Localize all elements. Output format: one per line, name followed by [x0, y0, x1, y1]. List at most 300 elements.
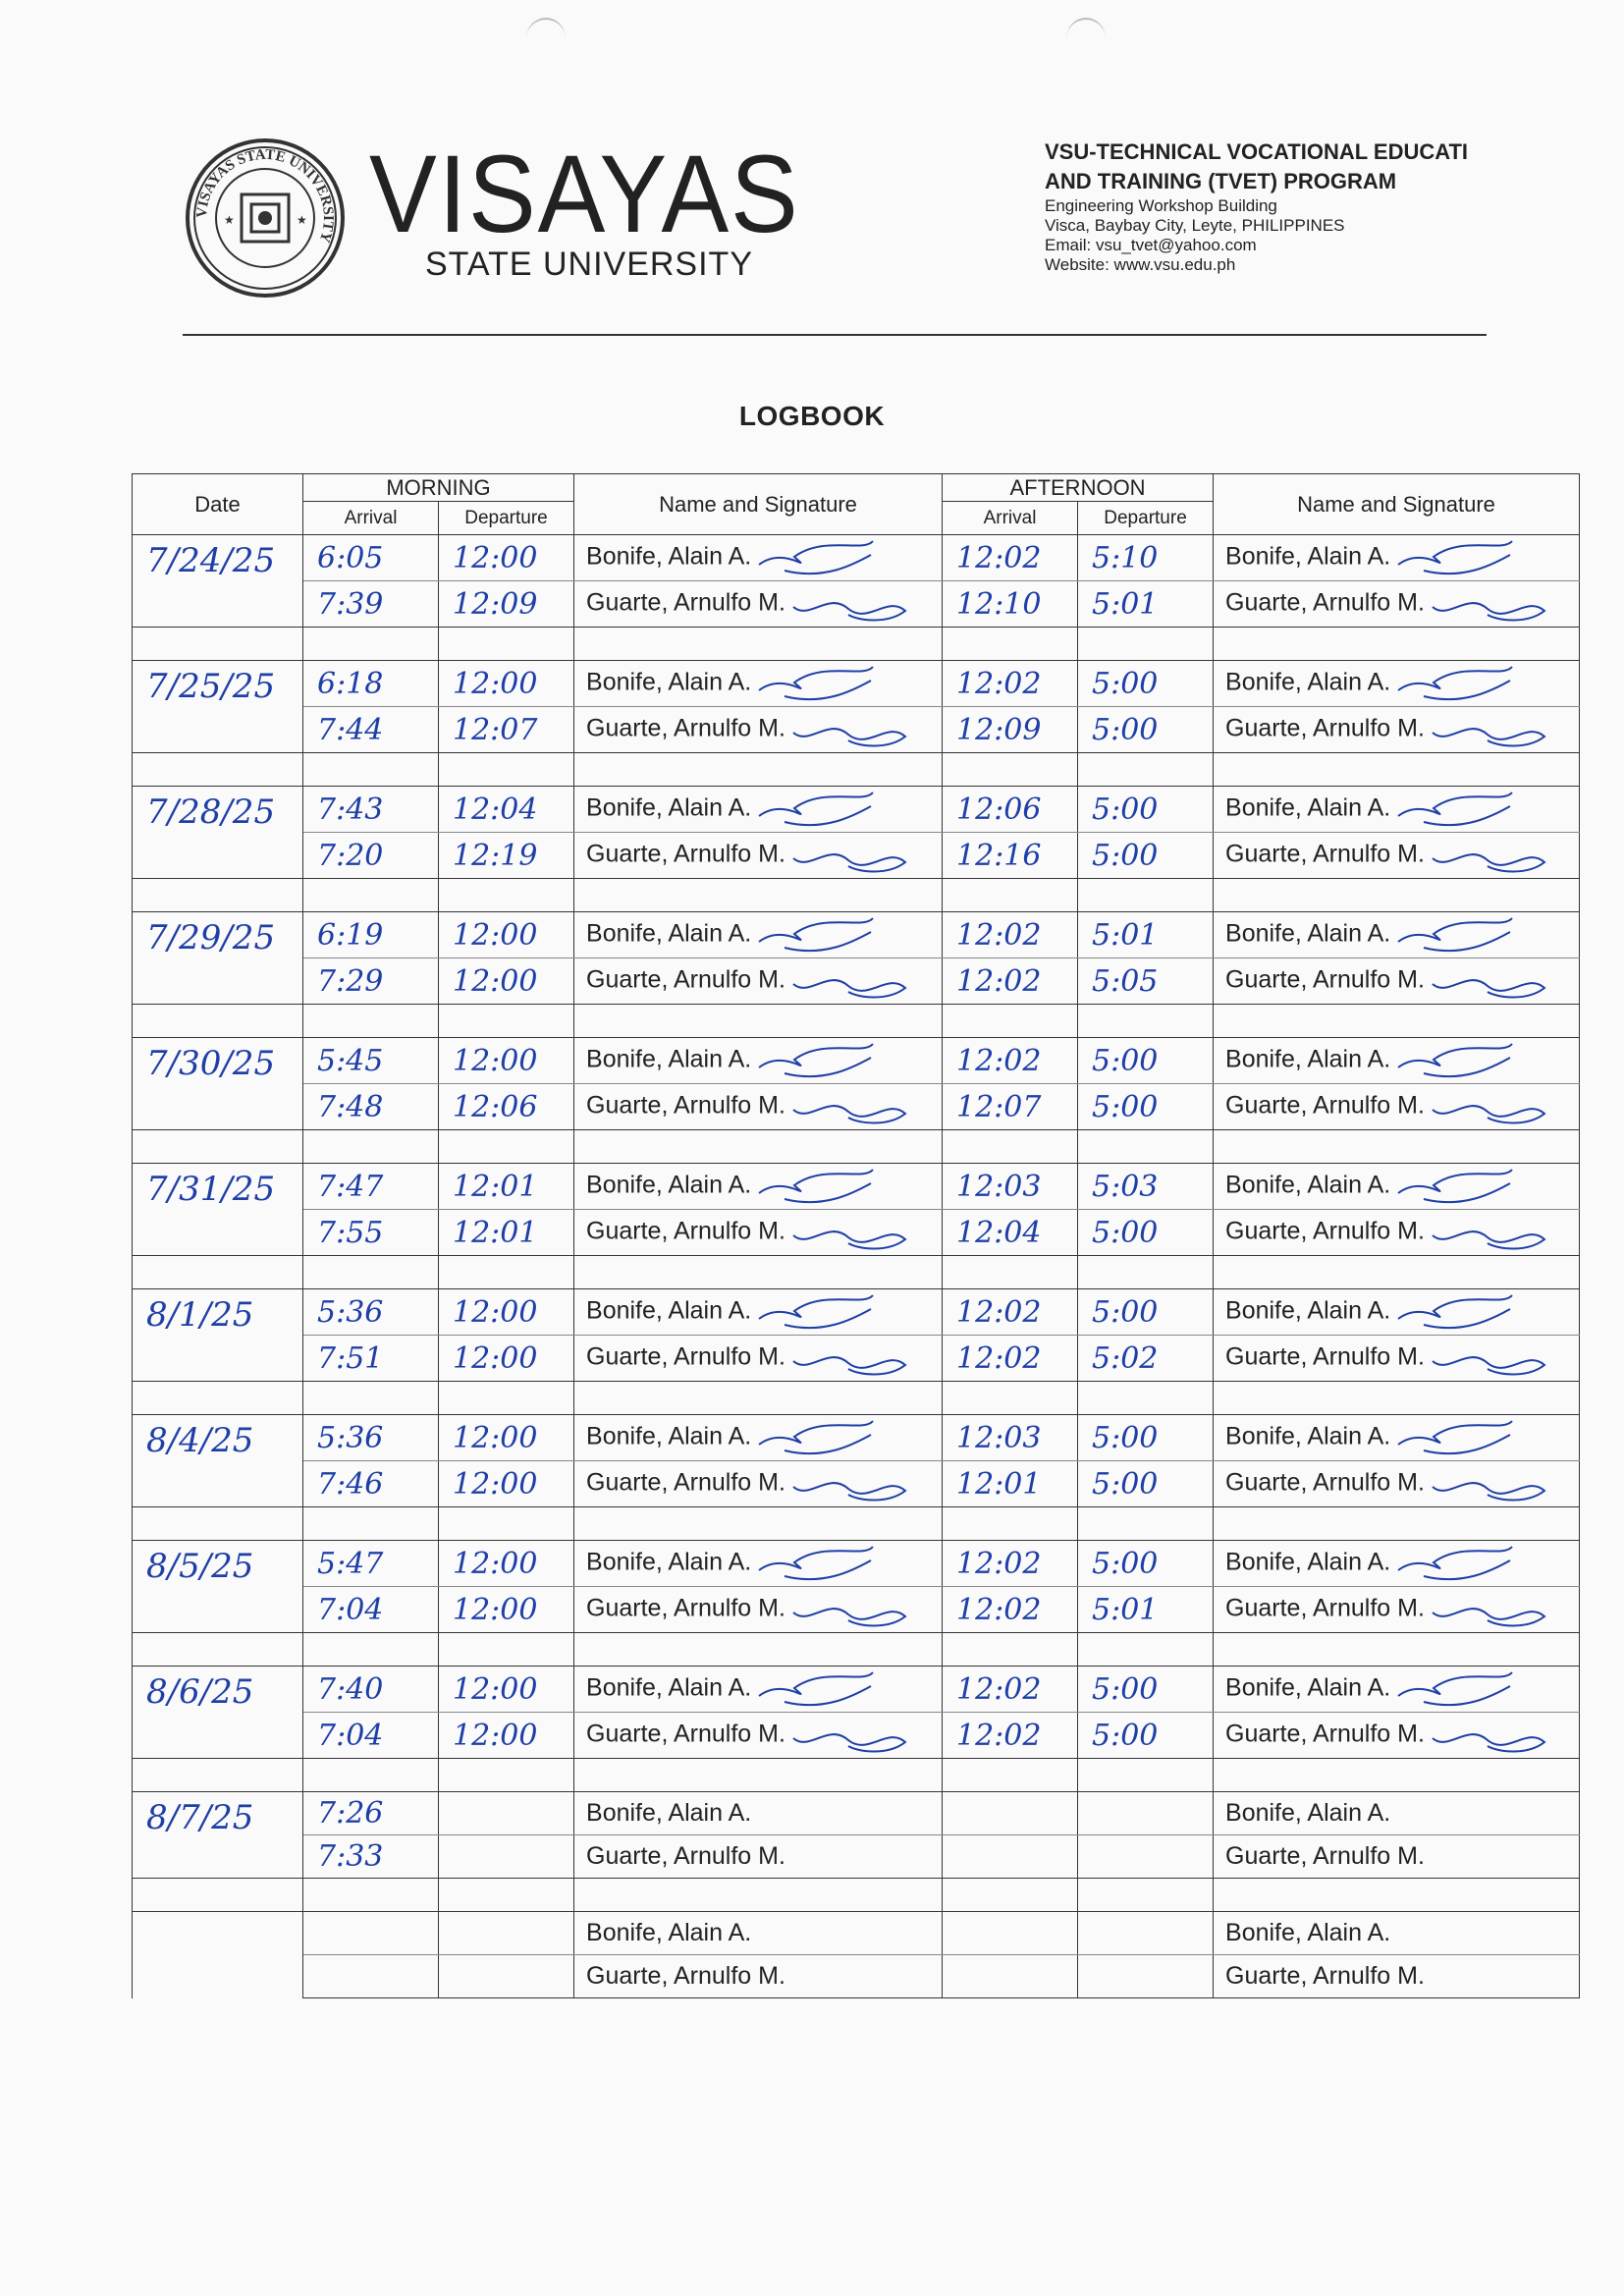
log-row — [133, 581, 1580, 628]
person-name: Guarte, Arnulfo M. — [586, 1962, 785, 1990]
pm-name-signature-cell[interactable] — [1214, 1084, 1580, 1130]
pm-departure-cell[interactable]: 5:00 — [1078, 1541, 1214, 1587]
signature-bonife-icon — [755, 787, 878, 832]
am-arrival-cell[interactable]: 5:36 — [303, 1289, 439, 1336]
seal-text: VISAYAS STATE UNIVERSITY — [193, 146, 337, 245]
am-arrival-cell[interactable]: 7:29 — [303, 958, 439, 1005]
log-date[interactable]: 7/31/25 — [133, 1164, 303, 1256]
am-departure-cell[interactable] — [439, 1912, 574, 1955]
header-pm-departure: Departure — [1078, 502, 1214, 535]
pm-departure-cell[interactable]: 5:01 — [1078, 581, 1214, 628]
signature-guarte-icon — [1429, 1587, 1551, 1632]
am-arrival-cell[interactable]: 5:36 — [303, 1415, 439, 1461]
signature-guarte-icon — [1429, 1713, 1551, 1758]
svg-text:★: ★ — [224, 213, 235, 227]
pm-arrival-cell[interactable]: 12:04 — [943, 1210, 1078, 1256]
am-arrival-cell[interactable]: 7:04 — [303, 1587, 439, 1633]
pm-name-signature-cell[interactable] — [1214, 707, 1580, 753]
am-departure-cell[interactable]: 12:00 — [439, 1289, 574, 1336]
am-name-signature-cell[interactable] — [574, 707, 943, 753]
pm-arrival-cell[interactable]: 12:06 — [943, 787, 1078, 833]
pm-arrival-cell[interactable] — [943, 1955, 1078, 1998]
am-departure-cell[interactable]: 12:00 — [439, 1667, 574, 1713]
pm-departure-cell[interactable] — [1078, 1835, 1214, 1879]
person-name: Bonife, Alain A. — [1225, 1422, 1391, 1450]
signature-bonife-icon — [1394, 912, 1517, 957]
person-name: Bonife, Alain A. — [586, 1045, 752, 1073]
pm-departure-cell[interactable] — [1078, 1912, 1214, 1955]
university-seal-icon — [185, 137, 347, 300]
person-name: Guarte, Arnulfo M. — [586, 1342, 785, 1371]
signature-guarte-icon — [789, 1336, 912, 1381]
person-name: Bonife, Alain A. — [586, 793, 752, 822]
spacer-row — [133, 1005, 1580, 1038]
header-am-arrival: Arrival — [303, 502, 439, 535]
log-row — [133, 1587, 1580, 1633]
log-date[interactable]: 7/28/25 — [133, 787, 303, 879]
person-name: Guarte, Arnulfo M. — [586, 1217, 785, 1245]
header-date: Date — [133, 474, 303, 535]
signature-bonife-icon — [755, 1667, 878, 1712]
punch-hole-mark — [1066, 18, 1106, 59]
person-name: Bonife, Alain A. — [1225, 1045, 1391, 1073]
pm-arrival-cell[interactable]: 12:02 — [943, 958, 1078, 1005]
am-departure-cell[interactable]: 12:09 — [439, 581, 574, 628]
person-name: Guarte, Arnulfo M. — [1225, 588, 1425, 617]
am-name-signature-cell[interactable] — [574, 1084, 943, 1130]
am-departure-cell[interactable]: 12:00 — [439, 1541, 574, 1587]
pm-name-signature-cell[interactable] — [1214, 1792, 1580, 1835]
person-name: Bonife, Alain A. — [1225, 1799, 1391, 1827]
pm-arrival-cell[interactable] — [943, 1792, 1078, 1835]
signature-guarte-icon — [1429, 1084, 1551, 1129]
log-date[interactable]: 8/6/25 — [133, 1667, 303, 1759]
signature-bonife-icon — [755, 1164, 878, 1209]
logbook-body — [133, 535, 1580, 1998]
pm-name-signature-cell[interactable] — [1214, 912, 1580, 958]
pm-arrival-cell[interactable]: 12:03 — [943, 1164, 1078, 1210]
pm-departure-cell[interactable]: 5:00 — [1078, 1667, 1214, 1713]
am-arrival-cell[interactable] — [303, 1912, 439, 1955]
am-departure-cell[interactable]: 12:01 — [439, 1164, 574, 1210]
signature-guarte-icon — [1429, 1210, 1551, 1255]
person-name: Guarte, Arnulfo M. — [1225, 1217, 1425, 1245]
header-divider — [183, 334, 1487, 336]
log-row — [133, 1713, 1580, 1759]
person-name: Guarte, Arnulfo M. — [586, 1594, 785, 1622]
person-name: Bonife, Alain A. — [1225, 542, 1391, 571]
signature-guarte-icon — [1429, 707, 1551, 752]
pm-arrival-cell[interactable]: 12:02 — [943, 535, 1078, 581]
am-departure-cell[interactable]: 12:00 — [439, 1336, 574, 1382]
person-name: Guarte, Arnulfo M. — [1225, 965, 1425, 994]
log-date[interactable]: 8/1/25 — [133, 1289, 303, 1382]
am-name-signature-cell[interactable] — [574, 1415, 943, 1461]
pm-arrival-cell[interactable] — [943, 1835, 1078, 1879]
pm-departure-cell[interactable]: 5:02 — [1078, 1336, 1214, 1382]
log-row — [133, 1835, 1580, 1879]
signature-bonife-icon — [755, 1415, 878, 1460]
am-arrival-cell[interactable]: 6:18 — [303, 661, 439, 707]
person-name: Bonife, Alain A. — [1225, 1919, 1391, 1946]
am-arrival-cell[interactable]: 7:55 — [303, 1210, 439, 1256]
pm-name-signature-cell[interactable] — [1214, 1587, 1580, 1633]
pm-departure-cell[interactable]: 5:01 — [1078, 1587, 1214, 1633]
person-name: Bonife, Alain A. — [586, 1919, 752, 1946]
log-row — [133, 912, 1580, 958]
am-name-signature-cell[interactable] — [574, 661, 943, 707]
pm-name-signature-cell[interactable] — [1214, 581, 1580, 628]
person-name: Bonife, Alain A. — [586, 1548, 752, 1576]
am-arrival-cell[interactable]: 5:45 — [303, 1038, 439, 1084]
am-departure-cell[interactable]: 12:04 — [439, 787, 574, 833]
log-row — [133, 1415, 1580, 1461]
log-row — [133, 1289, 1580, 1336]
pm-name-signature-cell[interactable] — [1214, 1289, 1580, 1336]
pm-departure-cell[interactable]: 5:00 — [1078, 787, 1214, 833]
person-name: Bonife, Alain A. — [1225, 1296, 1391, 1325]
signature-bonife-icon — [1394, 1415, 1517, 1460]
am-departure-cell[interactable]: 12:19 — [439, 833, 574, 879]
am-arrival-cell[interactable]: 7:43 — [303, 787, 439, 833]
am-name-signature-cell[interactable] — [574, 1587, 943, 1633]
pm-name-signature-cell[interactable] — [1214, 958, 1580, 1005]
pm-arrival-cell[interactable]: 12:02 — [943, 661, 1078, 707]
am-arrival-cell[interactable]: 7:46 — [303, 1461, 439, 1507]
spacer-row — [133, 1507, 1580, 1541]
signature-guarte-icon — [1429, 833, 1551, 878]
pm-arrival-cell[interactable]: 12:01 — [943, 1461, 1078, 1507]
pm-name-signature-cell[interactable] — [1214, 1955, 1580, 1998]
log-row — [133, 833, 1580, 879]
log-date[interactable] — [133, 1912, 303, 1998]
am-name-signature-cell[interactable] — [574, 581, 943, 628]
am-name-signature-cell[interactable] — [574, 1038, 943, 1084]
person-name: Guarte, Arnulfo M. — [1225, 1091, 1425, 1120]
signature-bonife-icon — [1394, 1541, 1517, 1586]
pm-arrival-cell[interactable]: 12:07 — [943, 1084, 1078, 1130]
am-arrival-cell[interactable]: 7:33 — [303, 1835, 439, 1879]
am-name-signature-cell[interactable] — [574, 833, 943, 879]
log-row — [133, 787, 1580, 833]
spacer-row — [133, 879, 1580, 912]
signature-guarte-icon — [1429, 1461, 1551, 1506]
pm-departure-cell[interactable]: 5:01 — [1078, 912, 1214, 958]
person-name: Guarte, Arnulfo M. — [586, 714, 785, 742]
pm-name-signature-cell[interactable] — [1214, 1541, 1580, 1587]
person-name: Guarte, Arnulfo M. — [586, 840, 785, 868]
pm-name-signature-cell[interactable] — [1214, 1835, 1580, 1879]
log-row — [133, 1541, 1580, 1587]
person-name: Guarte, Arnulfo M. — [1225, 1962, 1425, 1990]
punch-hole-mark — [526, 18, 566, 59]
log-date[interactable]: 8/5/25 — [133, 1541, 303, 1633]
am-arrival-cell[interactable]: 7:20 — [303, 833, 439, 879]
pm-departure-cell[interactable] — [1078, 1955, 1214, 1998]
address-line: Visca, Baybay City, Leyte, PHILIPPINES — [1045, 216, 1345, 235]
spacer-row — [133, 1130, 1580, 1164]
pm-name-signature-cell[interactable] — [1214, 1210, 1580, 1256]
pm-departure-cell[interactable]: 5:00 — [1078, 833, 1214, 879]
am-departure-cell[interactable]: 12:00 — [439, 535, 574, 581]
pm-name-signature-cell[interactable] — [1214, 1164, 1580, 1210]
spacer-row — [133, 1256, 1580, 1289]
signature-bonife-icon — [755, 1038, 878, 1083]
log-row — [133, 535, 1580, 581]
pm-arrival-cell[interactable]: 12:16 — [943, 833, 1078, 879]
person-name: Guarte, Arnulfo M. — [586, 1720, 785, 1748]
person-name: Guarte, Arnulfo M. — [1225, 1720, 1425, 1748]
pm-arrival-cell[interactable] — [943, 1912, 1078, 1955]
svg-text:★: ★ — [297, 213, 307, 227]
am-departure-cell[interactable]: 12:00 — [439, 1713, 574, 1759]
log-row — [133, 707, 1580, 753]
log-date[interactable]: 8/7/25 — [133, 1792, 303, 1879]
person-name: Bonife, Alain A. — [586, 1171, 752, 1199]
person-name: Bonife, Alain A. — [1225, 919, 1391, 948]
pm-departure-cell[interactable] — [1078, 1792, 1214, 1835]
university-subtitle: STATE UNIVERSITY — [425, 246, 754, 283]
am-name-signature-cell[interactable] — [574, 1541, 943, 1587]
person-name: Bonife, Alain A. — [586, 1296, 752, 1325]
am-arrival-cell[interactable]: 7:51 — [303, 1336, 439, 1382]
person-name: Guarte, Arnulfo M. — [1225, 714, 1425, 742]
person-name: Guarte, Arnulfo M. — [586, 588, 785, 617]
spacer-row — [133, 1633, 1580, 1667]
am-name-signature-cell[interactable] — [574, 1461, 943, 1507]
person-name: Bonife, Alain A. — [1225, 1673, 1391, 1702]
person-name: Guarte, Arnulfo M. — [586, 1468, 785, 1497]
am-arrival-cell[interactable]: 7:44 — [303, 707, 439, 753]
am-arrival-cell[interactable]: 7:39 — [303, 581, 439, 628]
pm-name-signature-cell[interactable] — [1214, 833, 1580, 879]
signature-guarte-icon — [789, 1084, 912, 1129]
pm-departure-cell[interactable]: 5:00 — [1078, 1210, 1214, 1256]
program-line-2: AND TRAINING (TVET) PROGRAM — [1045, 169, 1397, 193]
header-name-signature-am: Name and Signature — [574, 474, 943, 535]
am-arrival-cell[interactable]: 6:19 — [303, 912, 439, 958]
signature-guarte-icon — [1429, 581, 1551, 627]
am-name-signature-cell[interactable] — [574, 1667, 943, 1713]
person-name: Bonife, Alain A. — [1225, 1171, 1391, 1199]
pm-departure-cell[interactable]: 5:00 — [1078, 1713, 1214, 1759]
log-row — [133, 1038, 1580, 1084]
signature-bonife-icon — [755, 535, 878, 580]
person-name: Bonife, Alain A. — [1225, 668, 1391, 696]
spacer-row — [133, 1879, 1580, 1912]
log-date[interactable]: 7/25/25 — [133, 661, 303, 753]
log-row — [133, 1792, 1580, 1835]
log-date[interactable]: 7/29/25 — [133, 912, 303, 1005]
signature-bonife-icon — [1394, 1289, 1517, 1335]
am-departure-cell[interactable]: 12:00 — [439, 958, 574, 1005]
pm-arrival-cell[interactable]: 12:02 — [943, 1541, 1078, 1587]
person-name: Guarte, Arnulfo M. — [1225, 1342, 1425, 1371]
person-name: Bonife, Alain A. — [1225, 1548, 1391, 1576]
log-row — [133, 1336, 1580, 1382]
signature-guarte-icon — [789, 1713, 912, 1758]
pm-name-signature-cell[interactable] — [1214, 1713, 1580, 1759]
am-name-signature-cell[interactable] — [574, 1210, 943, 1256]
am-departure-cell[interactable]: 12:06 — [439, 1084, 574, 1130]
signature-guarte-icon — [789, 707, 912, 752]
person-name: Guarte, Arnulfo M. — [1225, 840, 1425, 868]
pm-name-signature-cell[interactable] — [1214, 787, 1580, 833]
am-departure-cell[interactable]: 12:07 — [439, 707, 574, 753]
header-name-signature-pm: Name and Signature — [1214, 474, 1580, 535]
signature-guarte-icon — [789, 581, 912, 627]
spacer-row — [133, 1759, 1580, 1792]
pm-departure-cell[interactable]: 5:00 — [1078, 1415, 1214, 1461]
pm-arrival-cell[interactable]: 12:02 — [943, 912, 1078, 958]
signature-bonife-icon — [755, 1541, 878, 1586]
pm-departure-cell[interactable]: 5:10 — [1078, 535, 1214, 581]
log-date[interactable]: 7/24/25 — [133, 535, 303, 628]
pm-name-signature-cell[interactable] — [1214, 661, 1580, 707]
am-arrival-cell[interactable]: 5:47 — [303, 1541, 439, 1587]
pm-arrival-cell[interactable]: 12:03 — [943, 1415, 1078, 1461]
signature-bonife-icon — [755, 1289, 878, 1335]
am-departure-cell[interactable]: 12:00 — [439, 661, 574, 707]
signature-bonife-icon — [1394, 1038, 1517, 1083]
signature-bonife-icon — [1394, 661, 1517, 706]
pm-departure-cell[interactable]: 5:00 — [1078, 707, 1214, 753]
person-name: Bonife, Alain A. — [586, 919, 752, 948]
am-arrival-cell[interactable]: 7:47 — [303, 1164, 439, 1210]
log-date[interactable]: 8/4/25 — [133, 1415, 303, 1507]
pm-departure-cell[interactable]: 5:05 — [1078, 958, 1214, 1005]
log-row — [133, 1461, 1580, 1507]
am-departure-cell[interactable]: 12:00 — [439, 1461, 574, 1507]
am-departure-cell[interactable]: 12:00 — [439, 1587, 574, 1633]
pm-name-signature-cell[interactable] — [1214, 1415, 1580, 1461]
am-name-signature-cell[interactable] — [574, 1835, 943, 1879]
am-name-signature-cell[interactable] — [574, 1912, 943, 1955]
am-name-signature-cell[interactable] — [574, 1792, 943, 1835]
signature-bonife-icon — [1394, 535, 1517, 580]
person-name: Guarte, Arnulfo M. — [586, 1842, 785, 1870]
pm-name-signature-cell[interactable] — [1214, 1912, 1580, 1955]
am-arrival-cell[interactable]: 6:05 — [303, 535, 439, 581]
log-row — [133, 1912, 1580, 1955]
log-row — [133, 958, 1580, 1005]
signature-guarte-icon — [789, 1587, 912, 1632]
header-pm-arrival: Arrival — [943, 502, 1078, 535]
signature-guarte-icon — [1429, 1336, 1551, 1381]
am-name-signature-cell[interactable] — [574, 535, 943, 581]
log-row — [133, 1084, 1580, 1130]
signature-bonife-icon — [1394, 1164, 1517, 1209]
header-afternoon: AFTERNOON — [943, 474, 1214, 502]
signature-bonife-icon — [755, 661, 878, 706]
header-morning: MORNING — [303, 474, 574, 502]
person-name: Bonife, Alain A. — [1225, 793, 1391, 822]
am-name-signature-cell[interactable] — [574, 912, 943, 958]
pm-arrival-cell[interactable]: 12:02 — [943, 1289, 1078, 1336]
pm-departure-cell[interactable]: 5:00 — [1078, 661, 1214, 707]
person-name: Bonife, Alain A. — [586, 542, 752, 571]
person-name: Guarte, Arnulfo M. — [586, 965, 785, 994]
log-date[interactable]: 7/30/25 — [133, 1038, 303, 1130]
am-departure-cell[interactable]: 12:00 — [439, 1038, 574, 1084]
am-arrival-cell[interactable]: 7:48 — [303, 1084, 439, 1130]
person-name: Bonife, Alain A. — [586, 1799, 752, 1827]
am-departure-cell[interactable]: 12:00 — [439, 912, 574, 958]
pm-name-signature-cell[interactable] — [1214, 1667, 1580, 1713]
pm-arrival-cell[interactable]: 12:02 — [943, 1336, 1078, 1382]
program-line-1: VSU-TECHNICAL VOCATIONAL EDUCATI — [1045, 139, 1469, 164]
pm-name-signature-cell[interactable] — [1214, 1461, 1580, 1507]
pm-departure-cell[interactable]: 5:00 — [1078, 1289, 1214, 1336]
am-name-signature-cell[interactable] — [574, 1336, 943, 1382]
person-name: Guarte, Arnulfo M. — [1225, 1594, 1425, 1622]
person-name: Guarte, Arnulfo M. — [586, 1091, 785, 1120]
pm-arrival-cell[interactable]: 12:09 — [943, 707, 1078, 753]
signature-guarte-icon — [789, 833, 912, 878]
am-departure-cell[interactable]: 12:01 — [439, 1210, 574, 1256]
pm-departure-cell[interactable]: 5:00 — [1078, 1084, 1214, 1130]
pm-arrival-cell[interactable]: 12:02 — [943, 1038, 1078, 1084]
am-name-signature-cell[interactable] — [574, 1289, 943, 1336]
pm-departure-cell[interactable]: 5:00 — [1078, 1461, 1214, 1507]
signature-guarte-icon — [789, 1461, 912, 1506]
spacer-row — [133, 628, 1580, 661]
log-row — [133, 1210, 1580, 1256]
am-arrival-cell[interactable]: 7:04 — [303, 1713, 439, 1759]
signature-guarte-icon — [789, 958, 912, 1004]
pm-arrival-cell[interactable]: 12:02 — [943, 1587, 1078, 1633]
university-name: VISAYAS — [369, 133, 800, 255]
am-name-signature-cell[interactable] — [574, 958, 943, 1005]
am-name-signature-cell[interactable] — [574, 1955, 943, 1998]
am-arrival-cell[interactable]: 7:40 — [303, 1667, 439, 1713]
am-departure-cell[interactable]: 12:00 — [439, 1415, 574, 1461]
signature-guarte-icon — [1429, 958, 1551, 1004]
website-line: Website: www.vsu.edu.ph — [1045, 255, 1236, 274]
pm-arrival-cell[interactable]: 12:10 — [943, 581, 1078, 628]
am-name-signature-cell[interactable] — [574, 1713, 943, 1759]
pm-departure-cell[interactable]: 5:00 — [1078, 1038, 1214, 1084]
am-name-signature-cell[interactable] — [574, 1164, 943, 1210]
email-line: Email: vsu_tvet@yahoo.com — [1045, 236, 1257, 254]
program-info — [1045, 137, 1624, 275]
am-arrival-cell[interactable]: 7:26 — [303, 1792, 439, 1835]
log-row — [133, 661, 1580, 707]
am-name-signature-cell[interactable] — [574, 787, 943, 833]
am-departure-cell[interactable] — [439, 1792, 574, 1835]
pm-name-signature-cell[interactable] — [1214, 535, 1580, 581]
building-line: Engineering Workshop Building — [1045, 196, 1277, 215]
signature-bonife-icon — [1394, 1667, 1517, 1712]
page-title: LOGBOOK — [738, 401, 886, 431]
am-arrival-cell[interactable] — [303, 1955, 439, 1998]
am-departure-cell[interactable] — [439, 1955, 574, 1998]
pm-arrival-cell[interactable]: 12:02 — [943, 1667, 1078, 1713]
pm-name-signature-cell[interactable] — [1214, 1038, 1580, 1084]
pm-arrival-cell[interactable]: 12:02 — [943, 1713, 1078, 1759]
person-name: Guarte, Arnulfo M. — [1225, 1842, 1425, 1870]
pm-name-signature-cell[interactable] — [1214, 1336, 1580, 1382]
pm-departure-cell[interactable]: 5:03 — [1078, 1164, 1214, 1210]
signature-bonife-icon — [755, 912, 878, 957]
log-row — [133, 1667, 1580, 1713]
am-departure-cell[interactable] — [439, 1835, 574, 1879]
spacer-row — [133, 1382, 1580, 1415]
logbook-table — [132, 473, 1580, 1998]
header-am-departure: Departure — [439, 502, 574, 535]
person-name: Guarte, Arnulfo M. — [1225, 1468, 1425, 1497]
person-name: Bonife, Alain A. — [586, 1422, 752, 1450]
